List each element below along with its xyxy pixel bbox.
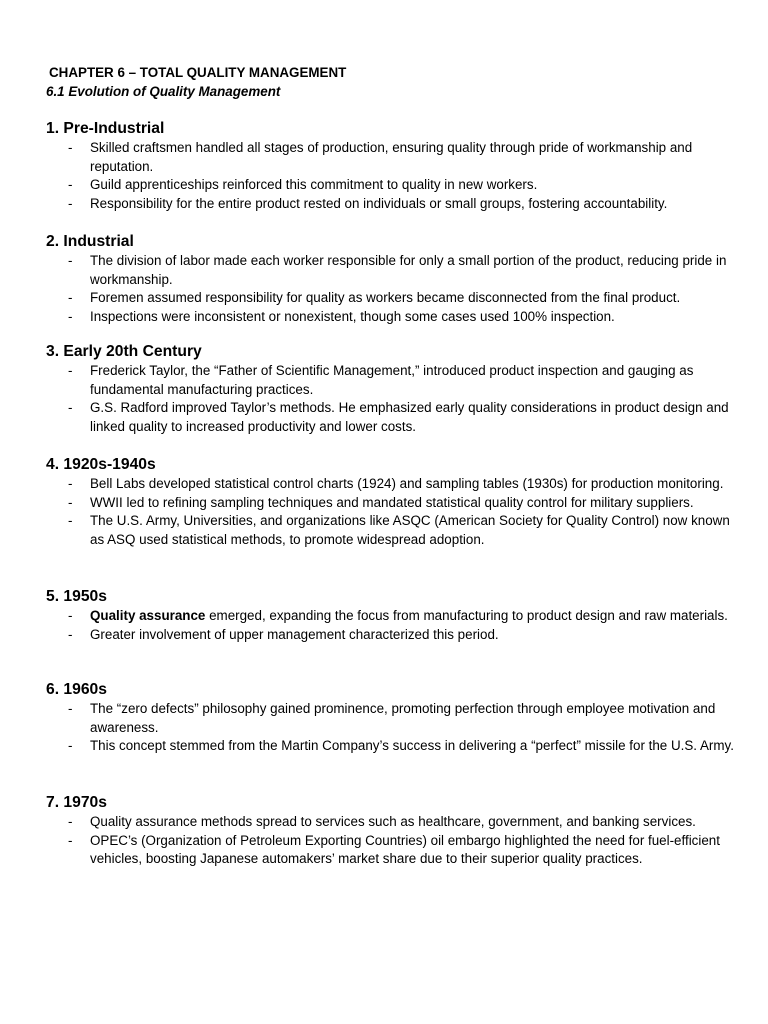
bullet-dash: -: [68, 196, 73, 212]
period-heading: 6. 1960s: [46, 681, 107, 698]
list-item-rest: emerged, expanding the focus from manufacturing to product design and raw materials.: [205, 607, 728, 623]
list-item-text: Responsibility for the entire product rested on individuals or small groups, fostering accountability.: [90, 196, 668, 212]
bullet-list: [46, 139, 736, 214]
section-title: 6.1 Evolution of Quality Management: [46, 84, 281, 99]
list-item: [46, 362, 736, 400]
list-item-text: Foremen assumed responsibility for quality as workers became disconnected from the final product.: [90, 290, 681, 306]
chapter-title: CHAPTER 6 – TOTAL QUALITY MANAGEMENT: [49, 65, 347, 80]
list-item-text: [90, 607, 736, 626]
list-item-text: This concept stemmed from the Martin Company’s success in delivering a “perfect” missile for the U.S. Army.: [90, 738, 734, 754]
list-item: [46, 252, 736, 290]
period-1950s: [46, 588, 736, 644]
list-item-text: The division of labor made each worker responsible for only a small portion of the product, reducing pride in workmanship.: [90, 252, 727, 287]
list-item-text: Skilled craftsmen handled all stages of production, ensuring quality through pride of workmanship and reputation.: [90, 139, 693, 174]
list-item: [46, 813, 736, 832]
period-heading: 1. Pre-Industrial: [46, 120, 165, 137]
bullet-list: [46, 813, 736, 869]
period-heading: 2. Industrial: [46, 233, 134, 250]
bullet-dash: -: [68, 290, 73, 306]
list-item: [46, 512, 736, 550]
list-item-text: The U.S. Army, Universities, and organizations like ASQC (American Society for Quality Control) now known as ASQ used statistical methods, to promote widespread adoption.: [90, 513, 730, 548]
list-item: [46, 308, 736, 327]
list-item-text: OPEC’s (Organization of Petroleum Exporting Countries) oil embargo highlighted the need for fuel-efficient vehicles, boosting Japanese automakers’ market share due to their superior quality practices.: [90, 832, 720, 867]
bullet-list: [46, 252, 736, 327]
list-item-text: WWII led to refining sampling techniques and mandated statistical quality control for military suppliers.: [90, 494, 694, 510]
list-item-text: G.S. Radford improved Taylor’s methods. He emphasized early quality considerations in product design and linked quality to increased productivity and lower costs.: [90, 400, 729, 435]
list-item-text: Bell Labs developed statistical control charts (1924) and sampling tables (1930s) for production monitoring.: [90, 475, 724, 491]
period-early-20th-century: [46, 343, 736, 437]
bullet-dash: -: [68, 177, 73, 193]
bullet-list: [46, 475, 736, 550]
bullet-dash: -: [68, 832, 73, 848]
period-1970s: [46, 794, 736, 869]
list-item: [46, 700, 736, 738]
period-heading: 3. Early 20th Century: [46, 343, 202, 360]
list-item: [46, 139, 736, 177]
bullet-dash: -: [68, 309, 73, 325]
period-pre-industrial: [46, 120, 736, 214]
period-heading: 4. 1920s-1940s: [46, 456, 156, 473]
list-item: [46, 494, 736, 513]
bullet-dash: -: [68, 252, 73, 268]
bullet-dash: -: [68, 700, 73, 716]
bullet-dash: -: [68, 494, 73, 510]
period-1960s: [46, 681, 736, 756]
bullet-dash: -: [68, 607, 73, 623]
bullet-dash: -: [68, 400, 73, 416]
bullet-dash: -: [68, 139, 73, 155]
period-1920s-1940s: [46, 456, 736, 550]
list-item: [46, 475, 736, 494]
bullet-dash: -: [68, 738, 73, 754]
bullet-list: [46, 362, 736, 437]
list-item: [46, 176, 736, 195]
list-item: [46, 832, 736, 870]
list-item-text: Greater involvement of upper management characterized this period.: [90, 626, 499, 642]
list-item: [46, 607, 736, 626]
bullet-dash: -: [68, 813, 73, 829]
list-item-text: Quality assurance methods spread to services such as healthcare, government, and banking services.: [90, 813, 696, 829]
list-item: [46, 195, 736, 214]
period-heading: 7. 1970s: [46, 794, 107, 811]
emphasis-text: Quality assurance: [90, 607, 206, 623]
list-item-text: The “zero defects” philosophy gained prominence, promoting perfection through employee motivation and awareness.: [90, 700, 716, 735]
period-industrial: [46, 233, 736, 327]
bullet-dash: -: [68, 513, 73, 529]
list-item: [46, 399, 736, 437]
list-item: [46, 289, 736, 308]
bullet-dash: -: [68, 626, 73, 642]
list-item: [46, 626, 736, 645]
list-item-text: Inspections were inconsistent or nonexistent, though some cases used 100% inspection.: [90, 309, 615, 325]
bullet-list: [46, 700, 736, 756]
period-heading: 5. 1950s: [46, 588, 107, 605]
bullet-dash: -: [68, 362, 73, 378]
list-item: [46, 737, 736, 756]
list-item-text: Guild apprenticeships reinforced this commitment to quality in new workers.: [90, 177, 538, 193]
bullet-list: [46, 607, 736, 645]
bullet-dash: -: [68, 475, 73, 491]
list-item-text: Frederick Taylor, the “Father of Scientific Management,” introduced product inspection and gauging as fundamental manufacturing practices.: [90, 362, 694, 397]
